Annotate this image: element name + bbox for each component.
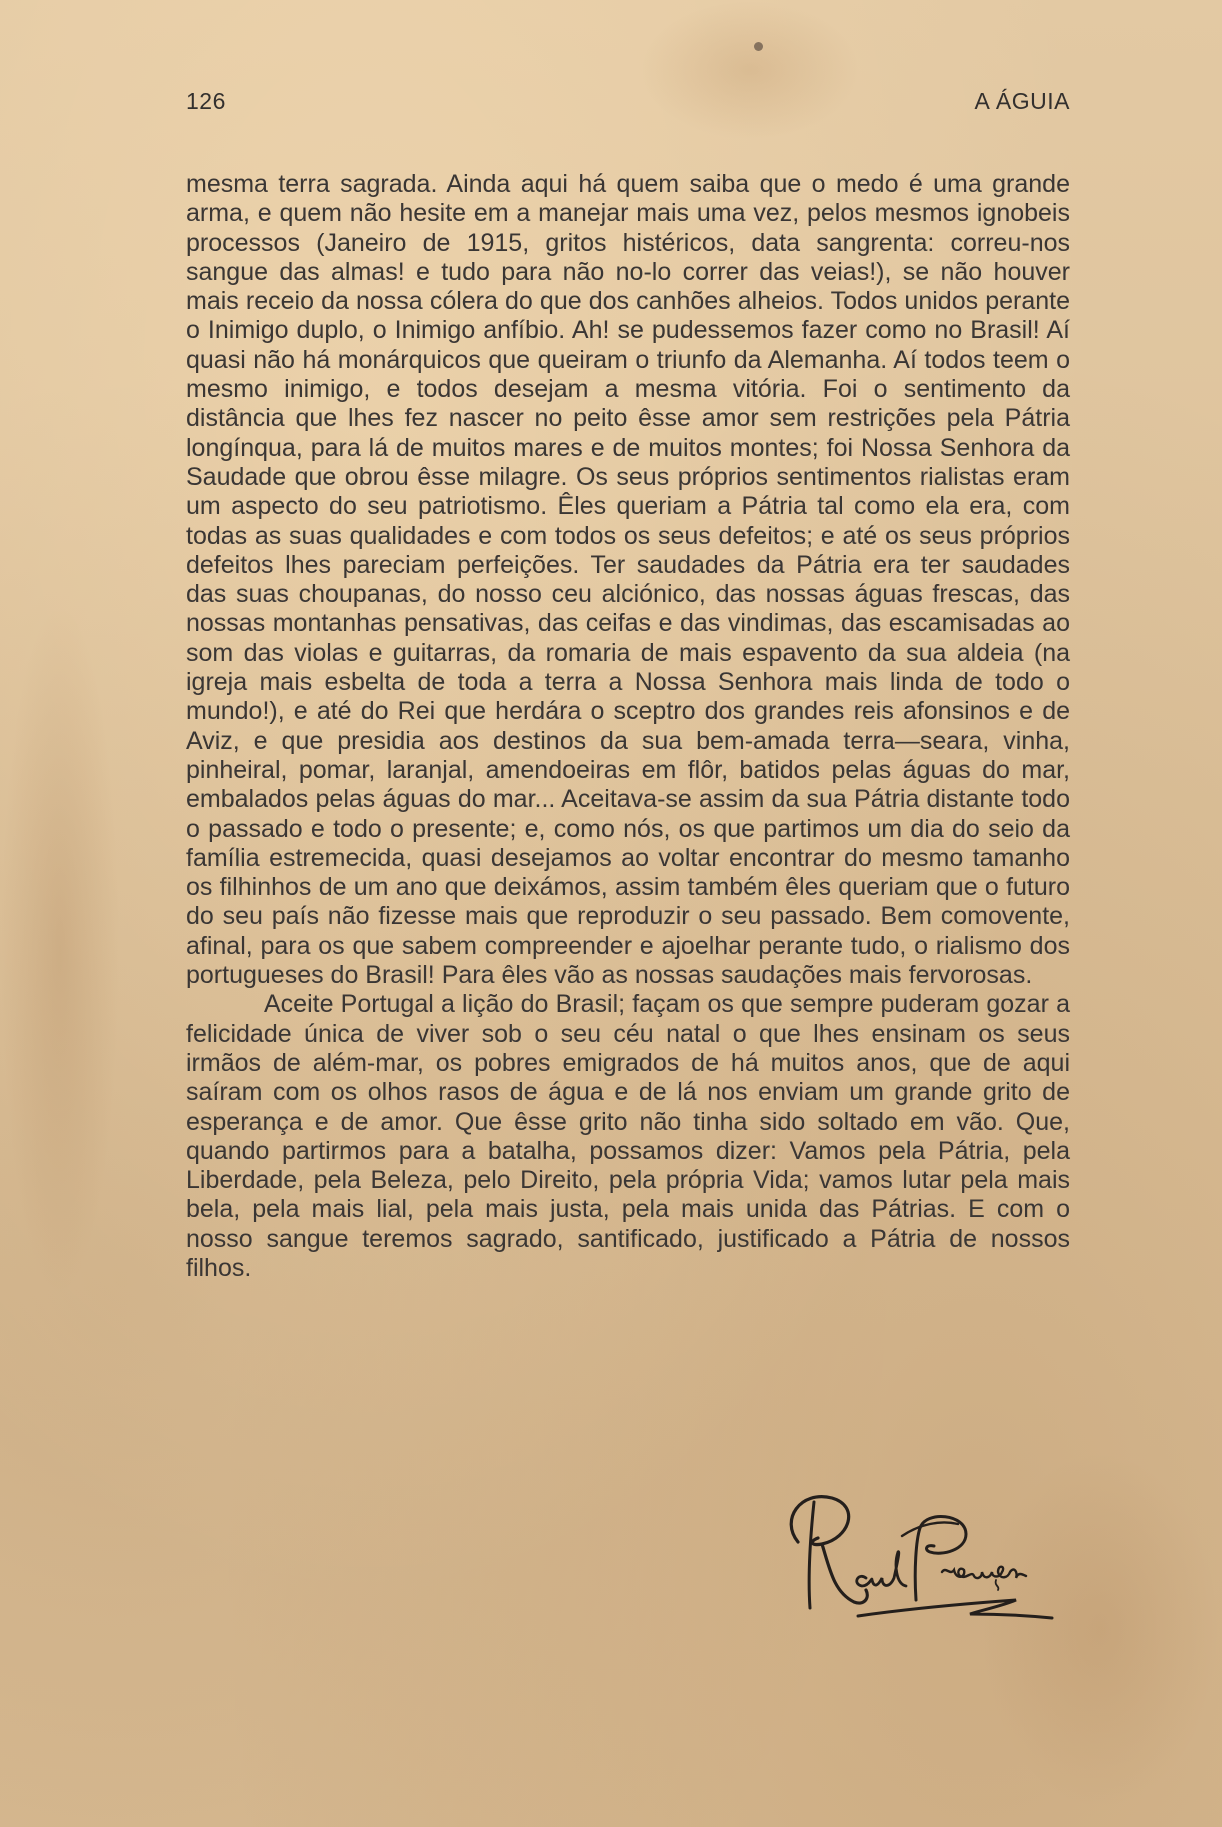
journal-title: A ÁGUIA — [974, 88, 1070, 114]
paragraph: mesma terra sagrada. Ainda aqui há quem saiba que o medo é uma grande arma, e quem não hesite em a manejar mais uma vez, pelos mesmos ignobeis processos (Janeiro de 1915, gritos histéricos, data sangrenta: correu-nos sangue das almas! e tudo para não no-lo correr das veias!), se não houver mais receio da nossa cólera do que dos canhões alheios. Todos unidos perante o Inimigo duplo, o Inimigo anfíbio. Ah! se pudessemos fazer como no Brasil! Aí quasi não há monárquicos que queiram o triunfo da Alemanha. Aí todos teem o mesmo inimigo, e todos desejam a mesma vitória. Foi o sentimento da distância que lhes fez nascer no peito êsse amor sem restrições pela Pátria longínqua, para lá de muitos mares e de muitos montes; foi Nossa Senhora da Saudade que obrou êsse milagre. Os seus próprios sentimentos rialistas eram um aspecto do seu patriotismo. Êles queriam a Pátria tal como ela era, com todas as suas qualidades e com todos os seus defeitos; e até os seus próprios defeitos lhes pareciam perfeições. Ter saudades da Pátria era ter saudades das suas choupanas, do nosso ceu alciónico, das nossas águas frescas, das nossas montanhas pensativas, das ceifas e das vindimas, das escamisadas ao som das violas e guitarras, da romaria de mais espavento da sua aldeia (na igreja mais esbelta de toda a terra a Nossa Senhora mais linda de todo o mundo!), e até do Rei que herdára o sceptro dos grandes reis afonsinos e de Aviz, e que presidia aos destinos da sua bem-amada terra—seara, vinha, pinheiral, pomar, laranjal, amendoeiras em flôr, batidos pelas águas do mar, embalados pelas águas do mar... Aceitava-se assim da sua Pátria distante todo o passado e todo o presente; e, como nós, os que partimos um dia do seio da família estremecida, quasi desejamos ao voltar encontrar do mesmo tamanho os filhinhos de um ano que deixámos, assim também êles queriam que o futuro do seu país não fizesse mais que reproduzir o seu passado. Bem comovente, afinal, para os que sabem compreender e ajoelhar perante tudo, o rialismo dos portugueses do Brasil! Para êles vão as nossas saudações mais fervorosas. — [186, 170, 1070, 990]
author-signature — [770, 1480, 1060, 1630]
paper-stain — [0, 600, 120, 1300]
article-body — [186, 170, 1070, 1283]
running-header — [186, 88, 1070, 120]
page-number: 126 — [186, 88, 226, 114]
paragraph: Aceite Portugal a lição do Brasil; façam os que sempre puderam gozar a felicidade única de viver sob o seu céu natal o que lhes ensinam os seus irmãos de além-mar, os pobres emigrados de há muitos anos, que de aqui saíram com os olhos rasos de água e de lá nos enviam um grande grito de esperança e de amor. Que êsse grito não tinha sido soltado em vão. Que, quando partirmos para a batalha, possamos dizer: Vamos pela Pátria, pela Liberdade, pela Beleza, pelo Direito, pela própria Vida; vamos lutar pela mais bela, pela mais lial, pela mais justa, pela mais unida das Pátrias. E com o nosso sangue teremos sagrado, santificado, justificado a Pátria de nossos filhos. — [186, 990, 1070, 1282]
signature-graphic — [770, 1480, 1060, 1630]
ink-speck — [754, 42, 763, 51]
